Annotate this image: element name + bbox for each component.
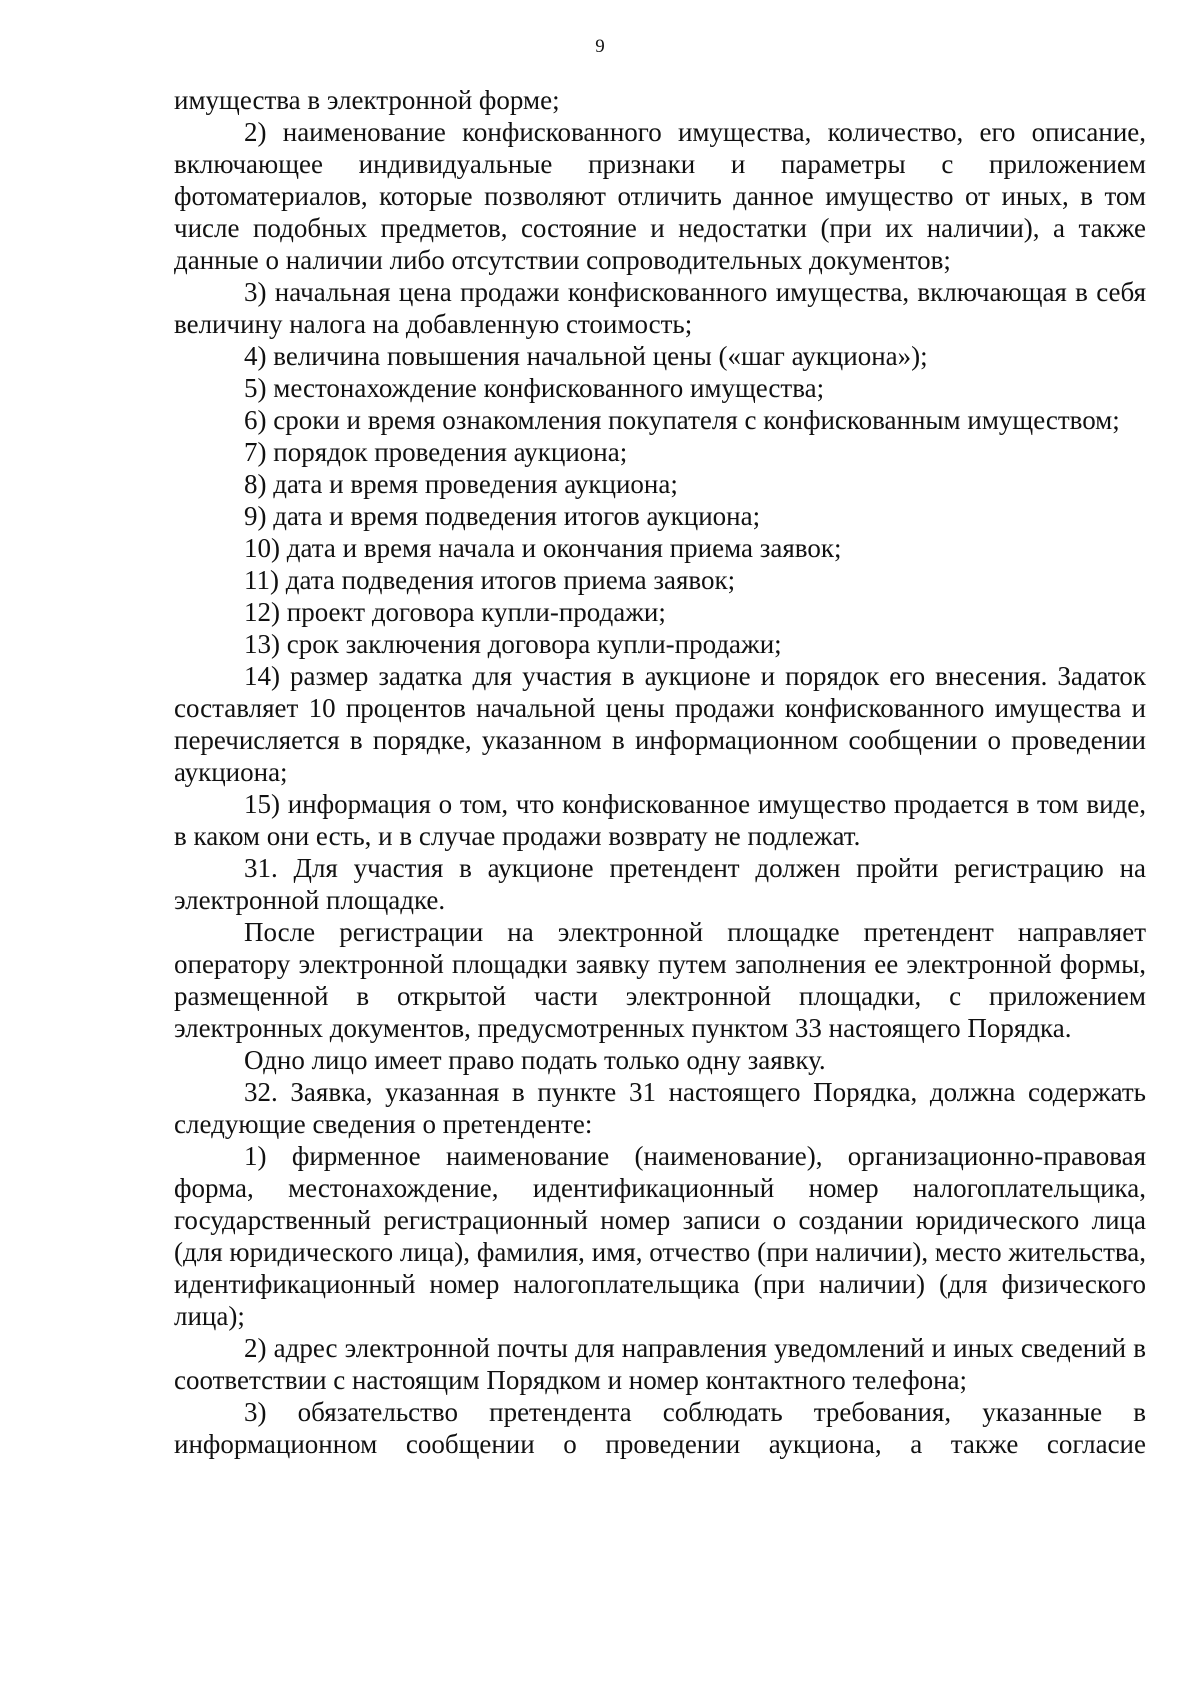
paragraph: 12) проект договора купли-продажи; [244, 597, 666, 627]
paragraph: 8) дата и время проведения аукциона; [244, 469, 678, 499]
paragraph: 3) начальная цена продажи конфискованного имущества, включающая в себя величину налога на добавленную стоимость; [174, 277, 1146, 339]
paragraph: 10) дата и время начала и окончания приема заявок; [244, 533, 842, 563]
paragraph: 3) обязательство претендента соблюдать требования, указанные в информационном сообщении о проведении аукциона, а также согласие [174, 1397, 1146, 1459]
paragraph: 2) адрес электронной почты для направления уведомлений и иных сведений в соответствии с настоящим Порядком и номер контактного телефона; [174, 1333, 1146, 1395]
paragraph: 32. Заявка, указанная в пункте 31 настоящего Порядка, должна содержать следующие сведения о претенденте: [174, 1077, 1146, 1139]
paragraph: 15) информация о том, что конфискованное имущество продается в том виде, в каком они есть, и в случае продажи возврату не подлежат. [174, 789, 1146, 851]
paragraph: 4) величина повышения начальной цены («шаг аукциона»); [244, 341, 928, 371]
paragraph: 13) срок заключения договора купли-продажи; [244, 629, 782, 659]
paragraph: 14) размер задатка для участия в аукционе и порядок его внесения. Задаток составляет 10 процентов начальной цены продажи конфискованного имущества и перечисляется в порядке, указанном в информационном сообщении о проведении аукциона; [174, 661, 1146, 787]
paragraph: имущества в электронной форме; [174, 85, 560, 115]
paragraph: 9) дата и время подведения итогов аукциона; [244, 501, 761, 531]
paragraph: 5) местонахождение конфискованного имущества; [244, 373, 825, 403]
paragraph: 2) наименование конфискованного имущества, количество, его описание, включающее индивидуальные признаки и параметры с приложением фотоматериалов, которые позволяют отличить данное имущество от иных, в том числе подобных предметов, состояние и недостатки (при их наличии), а также данные о наличии либо отсутствии сопроводительных документов; [174, 117, 1146, 275]
page-number: 9 [595, 36, 605, 57]
paragraph: 11) дата подведения итогов приема заявок; [244, 565, 736, 595]
paragraph: Одно лицо имеет право подать только одну заявку. [244, 1045, 826, 1075]
paragraph: 7) порядок проведения аукциона; [244, 437, 628, 467]
document-body [174, 84, 1146, 1460]
paragraph: 31. Для участия в аукционе претендент должен пройти регистрацию на электронной площадке. [174, 853, 1146, 915]
paragraph: После регистрации на электронной площадке претендент направляет оператору электронной площадки заявку путем заполнения ее электронной формы, размещенной в открытой части электронной площадки, с приложением электронных документов, предусмотренных пунктом 33 настоящего Порядка. [174, 917, 1146, 1043]
paragraph: 6) сроки и время ознакомления покупателя с конфискованным имуществом; [244, 405, 1120, 435]
paragraph: 1) фирменное наименование (наименование), организационно-правовая форма, местонахождение, идентификационный номер налогоплательщика, государственный регистрационный номер записи о создании юридического лица (для юридического лица), фамилия, имя, отчество (при наличии), место жительства, идентификационный номер налогоплательщика (при наличии) (для физического лица); [174, 1141, 1146, 1331]
